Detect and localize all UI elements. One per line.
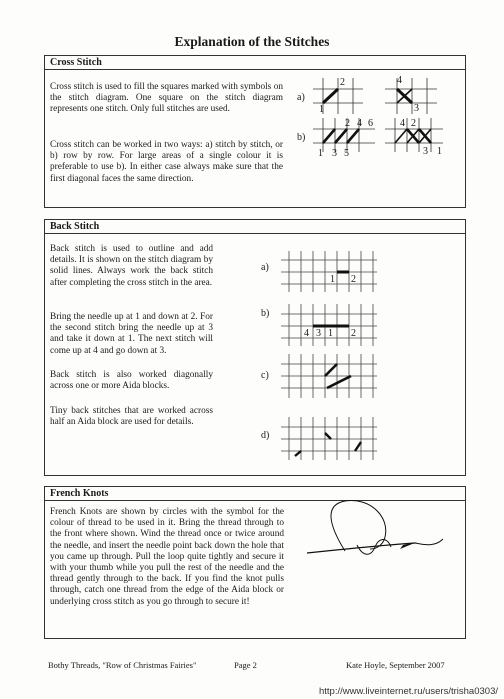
back-stitch-label-a: a)	[261, 262, 269, 273]
back-stitch-line-c	[325, 364, 337, 376]
back-stitch-para-2: Bring the needle up at 1 and down at 2. For the second stitch bring the needle up at 3 and take it down at 1. The next stitch will come up at 4 and go down at 3.	[50, 312, 213, 356]
french-knots-section	[44, 486, 466, 639]
cross-stitch-num-a-right: 4	[397, 75, 402, 86]
cross-stitch-num-a-left: 1	[319, 104, 324, 115]
back-stitch-label-c: c)	[261, 370, 269, 381]
thread-loop-icon	[331, 500, 386, 551]
cross-stitch-grid-b-left	[313, 118, 375, 152]
cross-stitch-heading: Cross Stitch	[45, 56, 465, 70]
cross-stitch-row-b-left	[323, 129, 359, 143]
back-stitch-line-c	[327, 376, 351, 388]
back-stitch-label-b: b)	[261, 308, 270, 319]
cross-stitch-num-b-right: 4	[400, 118, 405, 129]
cross-stitch-num-b-right: 3	[423, 146, 428, 157]
back-stitch-label-d: d)	[261, 430, 270, 441]
back-stitch-line-d	[295, 451, 301, 456]
back-stitch-num-b: 2	[351, 328, 356, 339]
back-stitch-heading: Back Stitch	[45, 220, 465, 234]
cross-stitch-num-b-left: 1	[318, 148, 323, 159]
cross-stitch-num-b-right: 2	[411, 118, 416, 129]
back-stitch-num-a: 2	[351, 274, 356, 285]
footer-left: Bothy Threads, "Row of Christmas Fairies"	[48, 660, 197, 670]
back-stitch-num-b: 1	[328, 328, 333, 339]
cross-stitch-para-1: Cross stitch is used to fill the squares marked with symbols on the stitch diagram. One square on the stitch diagram represents one stitch. Only full stitches are used.	[50, 82, 283, 115]
cross-stitch-num-b-left: 4	[357, 118, 362, 129]
french-knots-heading: French Knots	[45, 487, 465, 501]
back-stitch-para-1: Back stitch is used to outline and add details. It is shown on the stitch diagram by solid lines. Always work the back stitch after completing the cross stitch in the area.	[50, 244, 213, 288]
cross-stitch-num-b-left: 6	[368, 118, 373, 129]
cross-stitch-label-a: a)	[297, 92, 305, 103]
cross-stitch-num-b-left: 3	[332, 148, 337, 159]
back-stitch-para-4: Tiny back stitches that are worked across half an Aida block are used for details.	[50, 406, 213, 428]
cross-stitch-num-b-right: 1	[437, 146, 442, 157]
back-stitch-grid-a	[281, 251, 377, 292]
cross-stitch-para-2: Cross stitch can be worked in two ways: a) stitch by stitch, or b) row by row. For large areas of a single colour it is preferable to use b). In either case always make sure that the first diagonal faces the same direction.	[50, 140, 283, 184]
footer-center: Page 2	[234, 660, 257, 670]
cross-stitch-diagonal-a-left	[323, 89, 338, 103]
back-stitch-grid-c	[281, 354, 377, 398]
back-stitch-section	[44, 219, 466, 476]
back-stitch-num-a: 1	[330, 274, 335, 285]
back-stitch-line-d	[355, 442, 361, 451]
cross-stitch-grid-a-right	[385, 78, 437, 114]
french-knots-para-1: French Knots are shown by circles with the symbol for the colour of thread to be used in it. Bring the thread through to the front where shown. Wind the thread once or twice around the needle, and insert the needle point back down the hole that you came up through. Pull the loop quite tightly and secure it with your thumb while you pull the rest of the needle and the thread gently through to the back. If you find the knot pulls through, catch one thread from the edge of the Aida block or underlying cross stitch as you go through to secure it!	[50, 507, 284, 607]
back-stitch-num-b: 3	[316, 328, 321, 339]
cross-stitch-section	[44, 55, 466, 208]
cross-stitch-num-a-right: 3	[414, 103, 419, 114]
page-title: Explanation of the Stitches	[174, 34, 330, 49]
back-stitch-diagrams	[45, 220, 465, 475]
french-knot-illustration	[45, 487, 465, 637]
cross-stitch-diagrams	[45, 56, 465, 206]
cross-stitch-num-b-left: 5	[344, 148, 349, 159]
cross-stitch-label-b: b)	[297, 132, 306, 143]
footer-right: Kate Hoyle, September 2007	[346, 660, 445, 670]
back-stitch-num-b: 4	[304, 328, 309, 339]
cross-stitch-num-b-left: 2	[345, 118, 350, 129]
back-stitch-para-3: Back stitch is also worked diagonally across one or more Aida blocks.	[50, 370, 213, 392]
cross-stitch-num-a-left: 2	[340, 77, 345, 88]
thread-tail-icon	[415, 539, 443, 545]
watermark-url: http://www.liveinternet.ru/users/trisha0303/	[318, 686, 498, 697]
back-stitch-line-d	[325, 433, 331, 439]
